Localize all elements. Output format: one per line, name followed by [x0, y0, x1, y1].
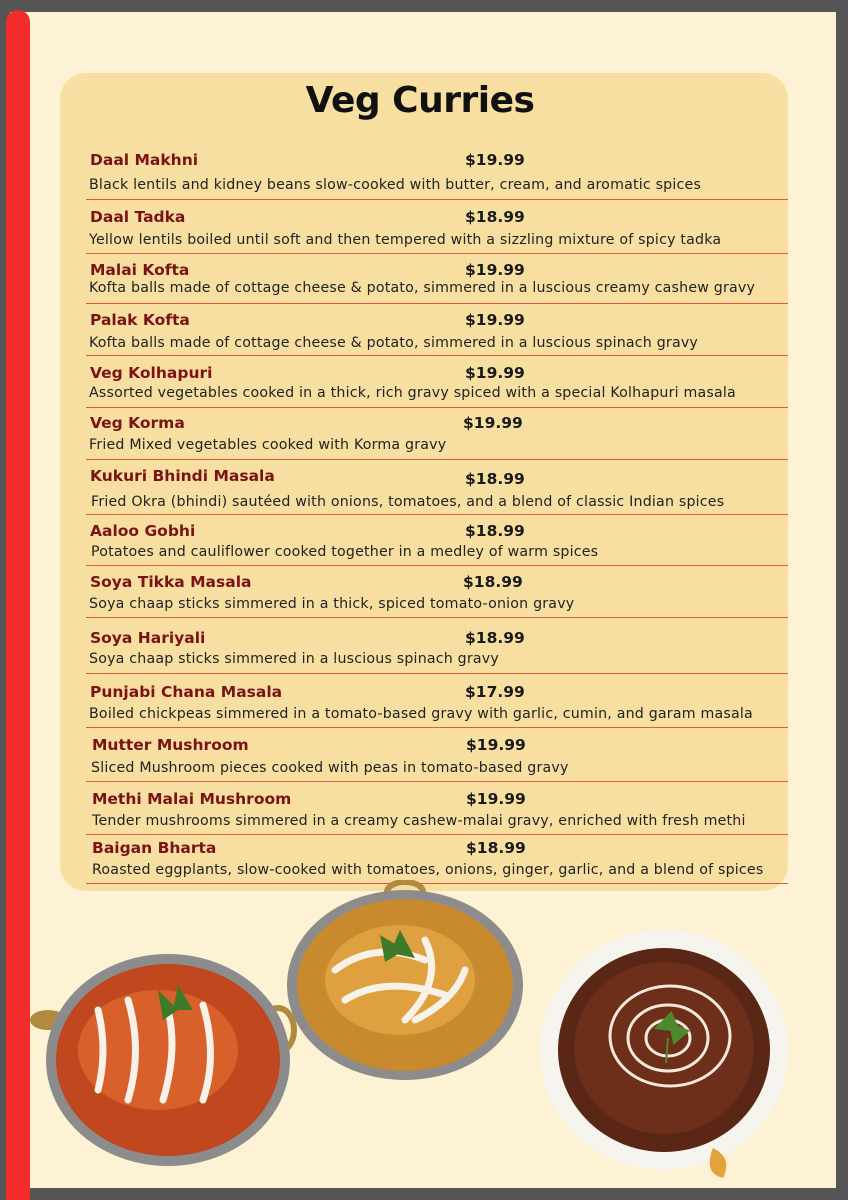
item-price: $19.99 [465, 261, 525, 279]
divider [86, 673, 788, 674]
divider [86, 781, 788, 782]
item-description: Sliced Mushroom pieces cooked with peas in tomato-based gravy [91, 760, 569, 776]
item-price: $18.99 [466, 839, 526, 857]
item-price: $19.99 [465, 311, 525, 329]
divider [86, 355, 788, 356]
item-description: Tender mushrooms simmered in a creamy cashew-malai gravy, enriched with fresh methi [92, 813, 746, 829]
item-description: Assorted vegetables cooked in a thick, rich gravy spiced with a special Kolhapuri masala [89, 385, 736, 401]
item-name: Malai Kofta [90, 261, 190, 279]
divider [86, 407, 788, 408]
item-description: Yellow lentils boiled until soft and then tempered with a sizzling mixture of spicy tadka [89, 232, 722, 248]
item-description: Kofta balls made of cottage cheese & potato, simmered in a luscious creamy cashew gravy [89, 280, 756, 296]
item-name: Baigan Bharta [92, 839, 217, 857]
item-description: Kofta balls made of cottage cheese & potato, simmered in a luscious spinach gravy [89, 335, 699, 351]
item-name: Soya Tikka Masala [90, 573, 252, 591]
item-price: $18.99 [465, 208, 525, 226]
divider [86, 514, 788, 515]
item-name: Veg Kolhapuri [90, 364, 213, 382]
curry-bowl-red-gravy-icon [28, 950, 298, 1180]
item-description: Soya chaap sticks simmered in a luscious spinach gravy [89, 651, 500, 667]
daal-makhni-bowl-icon [538, 928, 790, 1178]
item-price: $19.99 [466, 790, 526, 808]
item-description: Fried Okra (bhindi) sautéed with onions, tomatoes, and a blend of classic Indian spices [91, 494, 725, 510]
accent-strip [6, 10, 30, 1200]
item-price: $17.99 [465, 683, 525, 701]
item-name: Soya Hariyali [90, 629, 206, 647]
divider [86, 459, 788, 460]
item-description: Black lentils and kidney beans slow-cooked with butter, cream, and aromatic spices [89, 177, 702, 193]
item-price: $19.99 [463, 414, 523, 432]
item-price: $18.99 [465, 629, 525, 647]
item-name: Daal Makhni [90, 151, 199, 169]
item-price: $18.99 [463, 573, 523, 591]
item-description: Potatoes and cauliflower cooked together in a medley of warm spices [91, 544, 599, 560]
item-price: $19.99 [466, 736, 526, 754]
item-name: Aaloo Gobhi [90, 522, 196, 540]
item-name: Punjabi Chana Masala [90, 683, 283, 701]
item-name: Mutter Mushroom [92, 736, 249, 754]
divider [86, 565, 788, 566]
item-price: $19.99 [465, 151, 525, 169]
page-title: Veg Curries [305, 80, 535, 121]
item-name: Palak Kofta [90, 311, 190, 329]
item-description: Soya chaap sticks simmered in a thick, spiced tomato-onion gravy [89, 596, 575, 612]
item-name: Methi Malai Mushroom [92, 790, 292, 808]
item-name: Daal Tadka [90, 208, 186, 226]
item-description: Roasted eggplants, slow-cooked with tomatoes, onions, ginger, garlic, and a blend of spices [92, 862, 764, 878]
divider [86, 303, 788, 304]
divider [86, 617, 788, 618]
item-name: Kukuri Bhindi Masala [90, 467, 275, 485]
item-price: $18.99 [465, 522, 525, 540]
divider [86, 727, 788, 728]
divider [86, 253, 788, 254]
curry-bowl-yellow-gravy-icon [285, 880, 525, 1090]
item-description: Fried Mixed vegetables cooked with Korma gravy [89, 437, 447, 453]
item-name: Veg Korma [90, 414, 185, 432]
divider [86, 199, 788, 200]
item-description: Boiled chickpeas simmered in a tomato-based gravy with garlic, cumin, and garam masala [89, 706, 753, 722]
item-price: $18.99 [465, 470, 525, 488]
divider [86, 834, 788, 835]
item-price: $19.99 [465, 364, 525, 382]
